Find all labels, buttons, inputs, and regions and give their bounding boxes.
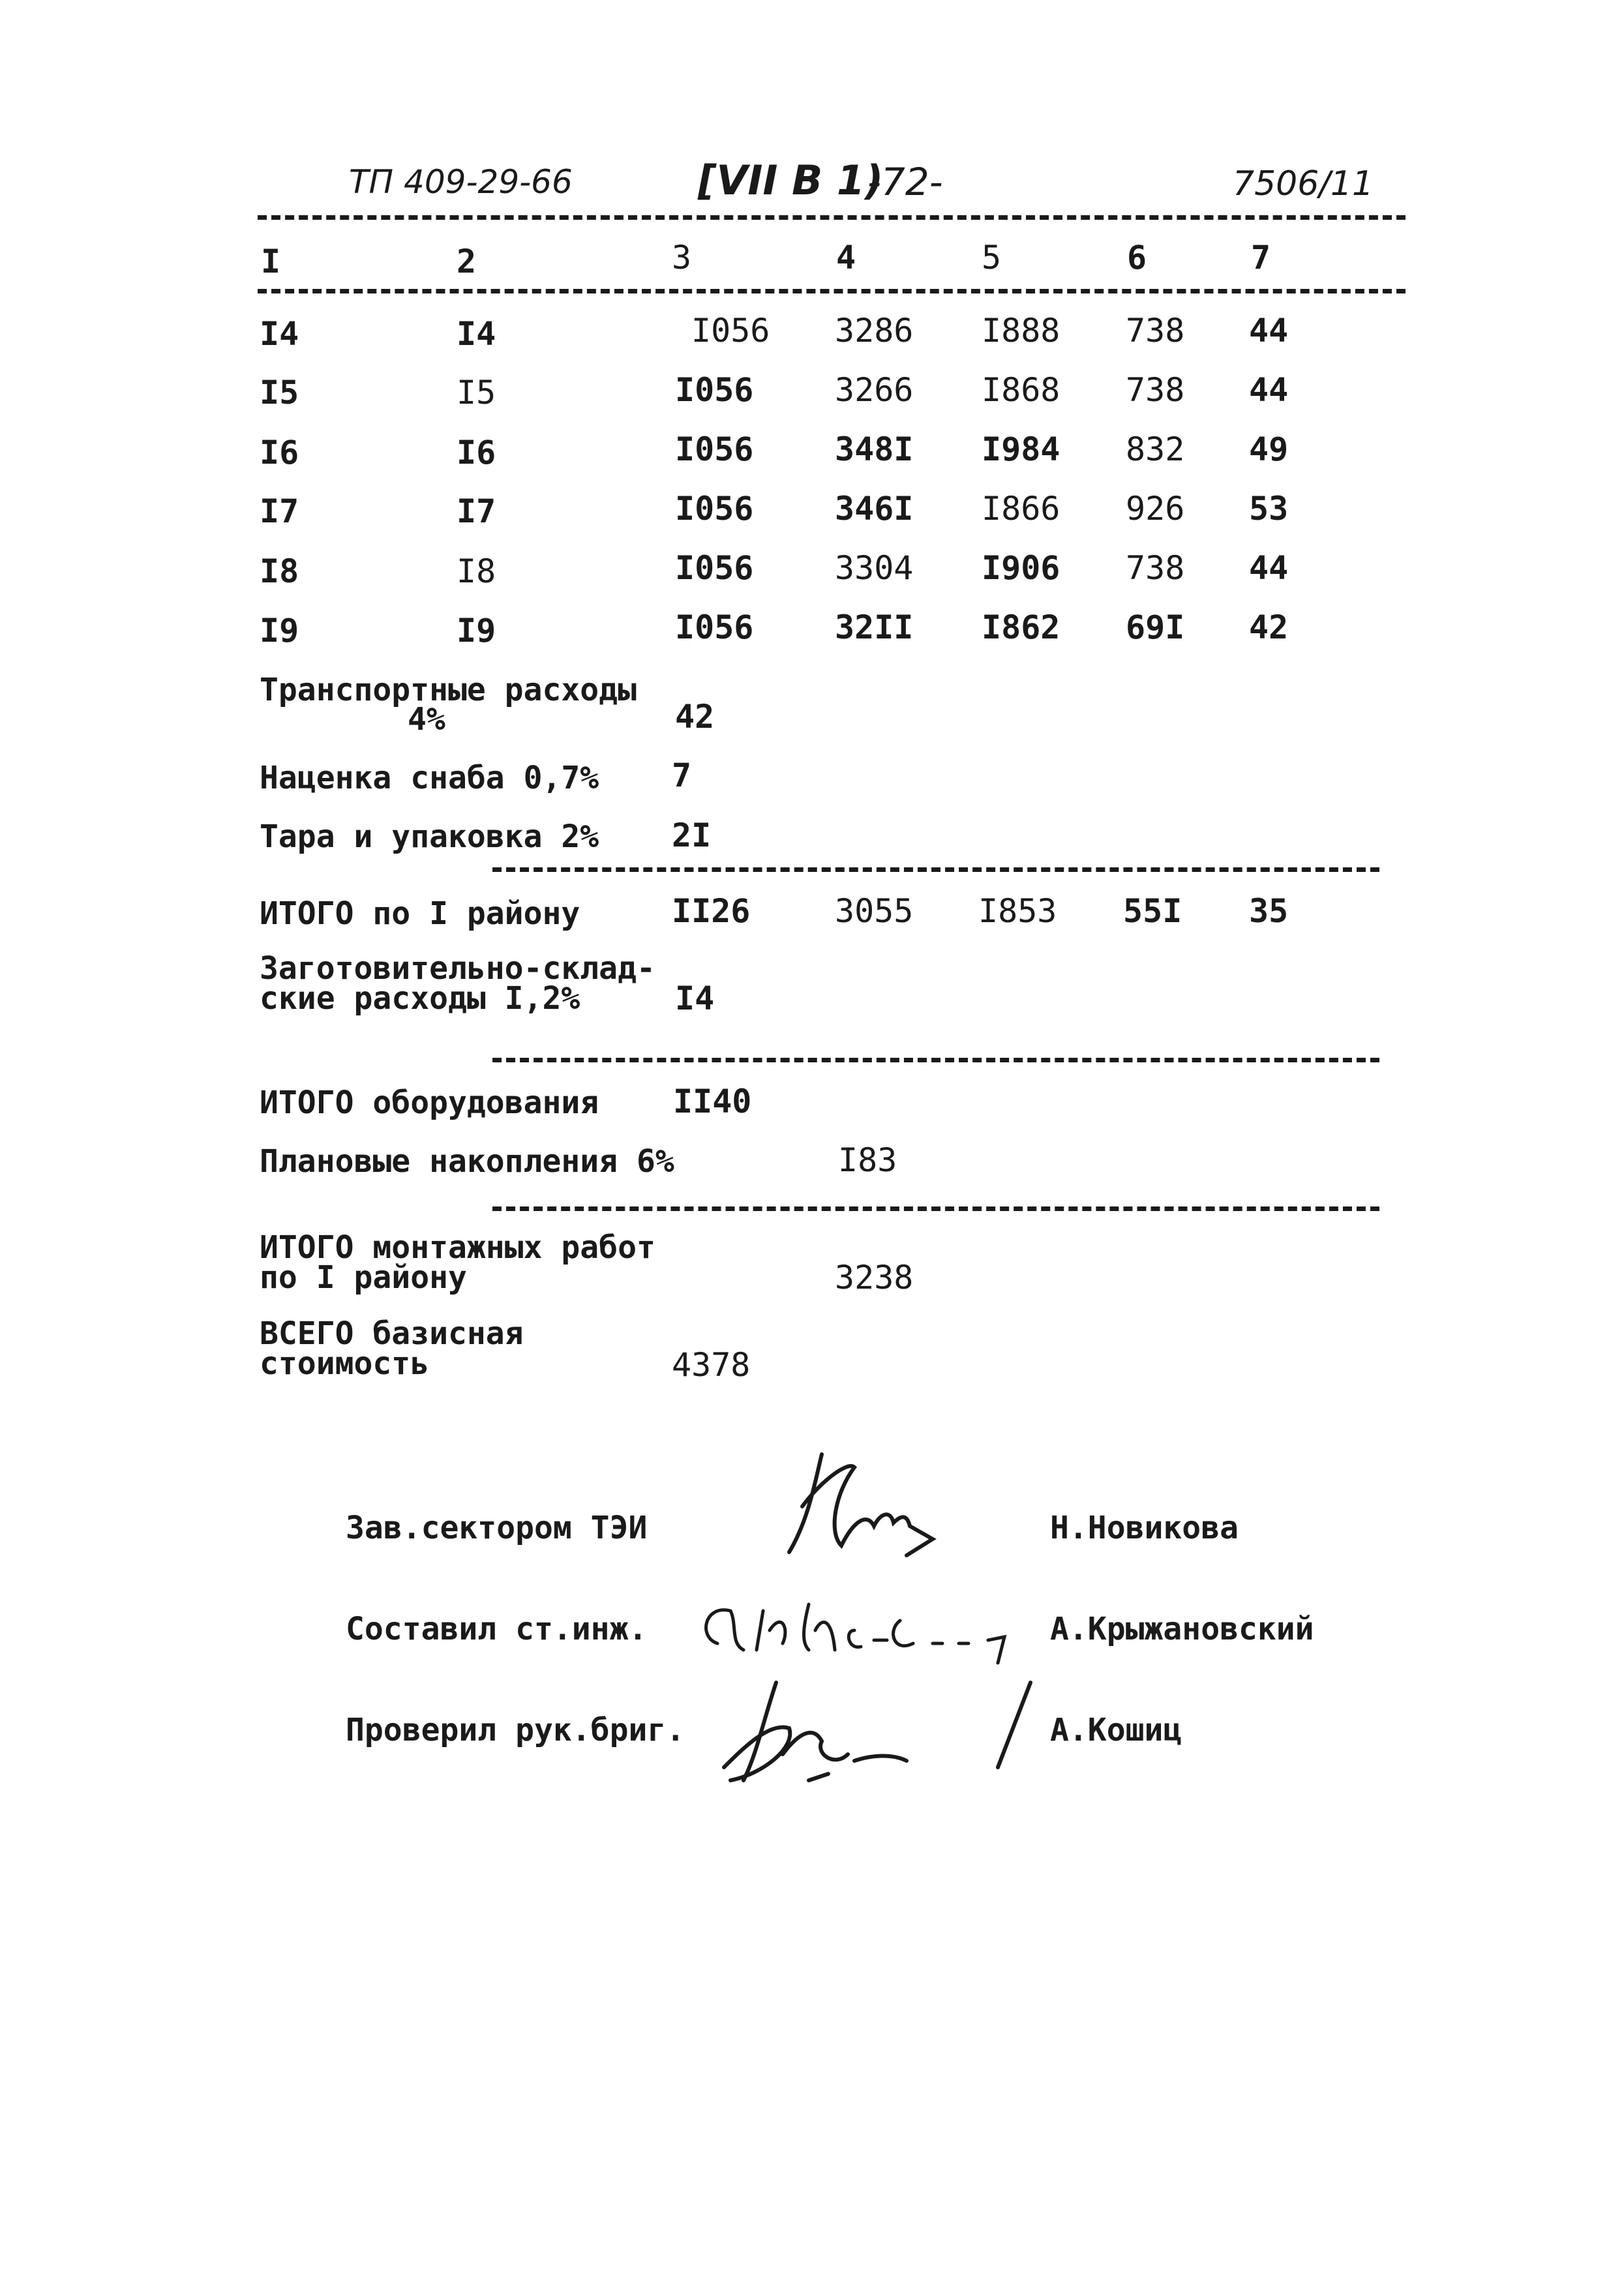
signature-mark-compiler xyxy=(691,1591,1057,1670)
divider-install xyxy=(492,1206,1379,1211)
table-cell: 926 xyxy=(1126,490,1185,528)
total-region-label: ИТОГО по I району xyxy=(260,895,580,932)
table-cell: I9 xyxy=(260,612,299,650)
total-region-value: 35 xyxy=(1249,892,1289,930)
header-code: ТП 409-29-66 xyxy=(349,163,573,201)
signature-title-checker: Проверил рук.бриг. xyxy=(346,1712,685,1748)
grand-total-label-line1: ВСЕГО базисная xyxy=(260,1315,524,1352)
table-cell: 32II xyxy=(835,608,914,646)
total-region-value: 3055 xyxy=(835,892,914,930)
planned-savings-label: Плановые накопления 6% xyxy=(260,1143,674,1180)
table-cell: 346I xyxy=(835,490,914,528)
supply-markup-value: 7 xyxy=(672,756,692,794)
table-cell: 3286 xyxy=(835,312,914,350)
column-header: 2 xyxy=(457,243,477,280)
total-install-label-line2: по I району xyxy=(260,1259,467,1296)
table-cell: I056 xyxy=(675,371,754,409)
total-region-value: I853 xyxy=(978,892,1057,930)
table-cell: 44 xyxy=(1249,549,1289,587)
header-doc-number: 7506/11 xyxy=(1233,164,1374,203)
table-cell: I7 xyxy=(260,492,299,530)
table-cell: 49 xyxy=(1249,430,1289,468)
total-equipment-label: ИТОГО оборудования xyxy=(260,1085,599,1121)
table-cell: I8 xyxy=(260,552,299,590)
table-cell: I056 xyxy=(691,312,770,350)
transport-label: Транспортные расходы xyxy=(260,672,637,708)
divider-equipment xyxy=(492,1058,1379,1062)
packaging-label: Тара и упаковка 2% xyxy=(260,818,599,855)
table-cell: I6 xyxy=(260,434,299,472)
column-header: I xyxy=(261,243,281,280)
total-region-value: 55I xyxy=(1123,892,1182,930)
table-cell: 3266 xyxy=(835,371,914,409)
signature-mark-checker xyxy=(685,1670,1076,1800)
total-install-value: 3238 xyxy=(835,1259,914,1296)
signature-name-compiler: А.Крыжановский xyxy=(1050,1611,1314,1647)
table-cell: I4 xyxy=(457,315,496,353)
signature-title-head: Зав.сектором ТЭИ xyxy=(346,1510,648,1546)
table-cell: 42 xyxy=(1249,608,1289,646)
header-section: [VII В 1) xyxy=(698,157,884,204)
divider-top xyxy=(258,215,1406,220)
packaging-value: 2I xyxy=(672,816,712,854)
table-cell: I8 xyxy=(457,552,496,590)
table-cell: I868 xyxy=(982,371,1060,409)
signature-name-checker: А.Кошиц xyxy=(1050,1712,1182,1748)
divider-subtotal xyxy=(492,867,1379,872)
table-cell: I4 xyxy=(260,315,299,353)
header-page-number: -72- xyxy=(867,160,943,204)
table-cell: I056 xyxy=(675,430,754,468)
table-cell: I862 xyxy=(982,608,1060,646)
table-cell: 832 xyxy=(1126,430,1185,468)
table-cell: 738 xyxy=(1126,371,1185,409)
table-cell: 53 xyxy=(1249,490,1289,528)
supply-markup-label: Наценка снаба 0,7% xyxy=(260,760,599,796)
signature-title-compiler: Составил ст.инж. xyxy=(346,1611,648,1647)
procurement-label-line2: ские расходы I,2% xyxy=(260,980,580,1017)
table-cell: 3304 xyxy=(835,549,914,587)
procurement-value: I4 xyxy=(675,980,715,1017)
table-cell: I5 xyxy=(457,374,496,412)
table-cell: I984 xyxy=(982,430,1060,468)
table-cell: I9 xyxy=(457,612,496,650)
table-cell: 44 xyxy=(1249,371,1289,409)
table-cell: I056 xyxy=(675,608,754,646)
table-cell: I5 xyxy=(260,374,299,412)
column-header: 5 xyxy=(982,239,1002,277)
procurement-label-line1: Заготовительно-склад- xyxy=(260,950,655,987)
grand-total-label-line2: стоимость xyxy=(260,1345,430,1382)
table-cell: I866 xyxy=(982,490,1060,528)
table-cell: I888 xyxy=(982,312,1060,350)
table-cell: 348I xyxy=(835,430,914,468)
divider-header xyxy=(258,289,1406,293)
planned-savings-value: I83 xyxy=(838,1141,897,1179)
grand-total-value: 4378 xyxy=(672,1346,751,1384)
table-cell: I056 xyxy=(675,549,754,587)
total-install-label-line1: ИТОГО монтажных работ xyxy=(260,1229,655,1266)
total-equipment-value: II40 xyxy=(673,1083,752,1120)
table-cell: I906 xyxy=(982,549,1060,587)
table-cell: 738 xyxy=(1126,549,1185,587)
column-header: 4 xyxy=(836,239,856,277)
column-header: 7 xyxy=(1251,239,1271,277)
table-cell: 44 xyxy=(1249,312,1289,350)
table-cell: 69I xyxy=(1126,608,1185,646)
signature-name-head: Н.Новикова xyxy=(1050,1510,1239,1546)
table-cell: 738 xyxy=(1126,312,1185,350)
total-region-value: II26 xyxy=(672,892,751,930)
table-cell: I7 xyxy=(457,492,496,530)
transport-value: 42 xyxy=(675,698,715,736)
table-cell: I056 xyxy=(675,490,754,528)
transport-percent: 4% xyxy=(408,701,445,738)
column-header: 3 xyxy=(672,239,692,277)
column-header: 6 xyxy=(1127,239,1147,277)
table-cell: I6 xyxy=(457,434,496,472)
signature-mark-head xyxy=(776,1441,946,1565)
